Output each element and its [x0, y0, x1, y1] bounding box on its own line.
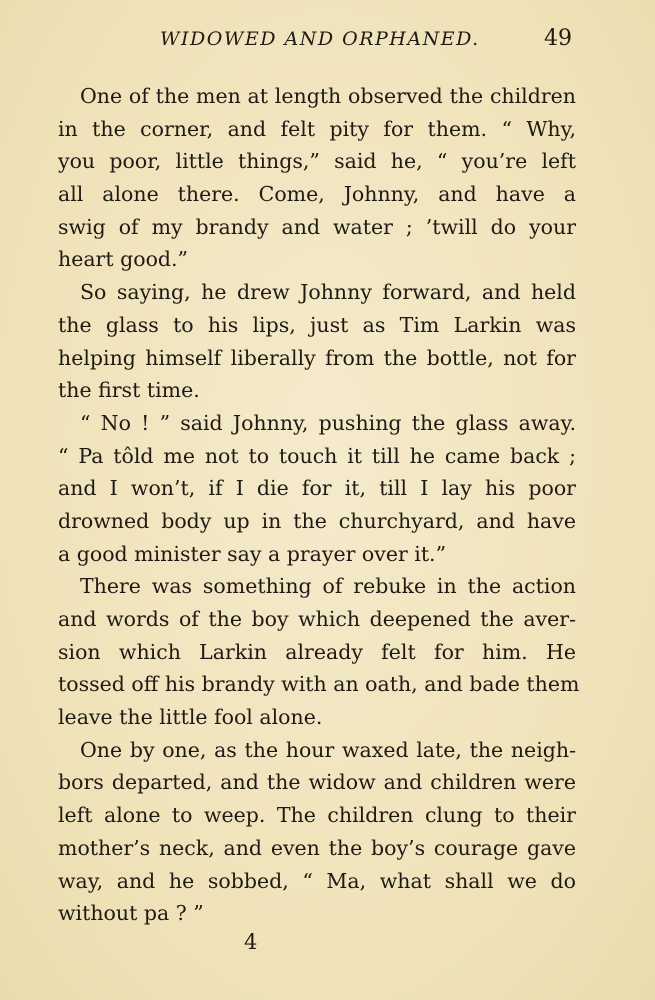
- running-title: WIDOWED AND ORPHANED.: [160, 28, 480, 50]
- text-line: There was something of rebuke in the action: [80, 574, 576, 599]
- signature-mark: 4: [244, 930, 258, 954]
- text-line: the glass to his lips, just as Tim Larkin was: [58, 312, 576, 337]
- text-line: bors departed, and the widow and children were: [58, 770, 576, 795]
- text-line: One of the men at length observed the children: [80, 84, 576, 108]
- text-line: leave the little fool alone.: [58, 705, 323, 730]
- text-line: So saying, he drew Johnny forward, and held: [80, 280, 576, 305]
- text-line: the first time.: [58, 378, 200, 403]
- text-line: mother’s neck, and even the boy’s courage gave: [58, 835, 576, 860]
- text-line: “ No ! ” said Johnny, pushing the glass away.: [80, 410, 576, 435]
- text-line: all alone there. Come, Johnny, and have a: [58, 182, 576, 207]
- text-line: in the corner, and felt pity for them. “ Why,: [58, 116, 576, 141]
- text-line: drowned body up in the churchyard, and have: [58, 508, 576, 533]
- running-header: [160, 28, 580, 58]
- body-text: [58, 80, 580, 930]
- text-line: and words of the boy which deepened the aver-: [58, 607, 576, 631]
- text-line: helping himself liberally from the bottle, not for: [58, 345, 576, 370]
- text-line: One by one, as the hour waxed late, the neigh-: [80, 737, 576, 762]
- text-line: left alone to weep. The children clung to their: [58, 803, 576, 828]
- text-line: way, and he sobbed, “ Ma, what shall we do: [58, 868, 576, 893]
- text-line: and I won’t, if I die for it, till I lay his poor: [58, 476, 576, 501]
- text-line: without pa ? ”: [58, 901, 204, 926]
- text-line: heart good.”: [58, 247, 189, 272]
- text-line: a good minister say a prayer over it.”: [58, 541, 447, 566]
- text-line: swig of my brandy and water ; ’twill do your: [58, 214, 576, 239]
- text-line: you poor, little things,” said he, “ you’re left: [58, 149, 576, 174]
- text-line: tossed off his brandy with an oath, and bade them: [58, 672, 580, 697]
- page-number: 49: [544, 26, 572, 51]
- text-line: sion which Larkin already felt for him. He: [58, 639, 576, 664]
- text-line: “ Pa tôld me not to touch it till he came back ;: [58, 443, 576, 468]
